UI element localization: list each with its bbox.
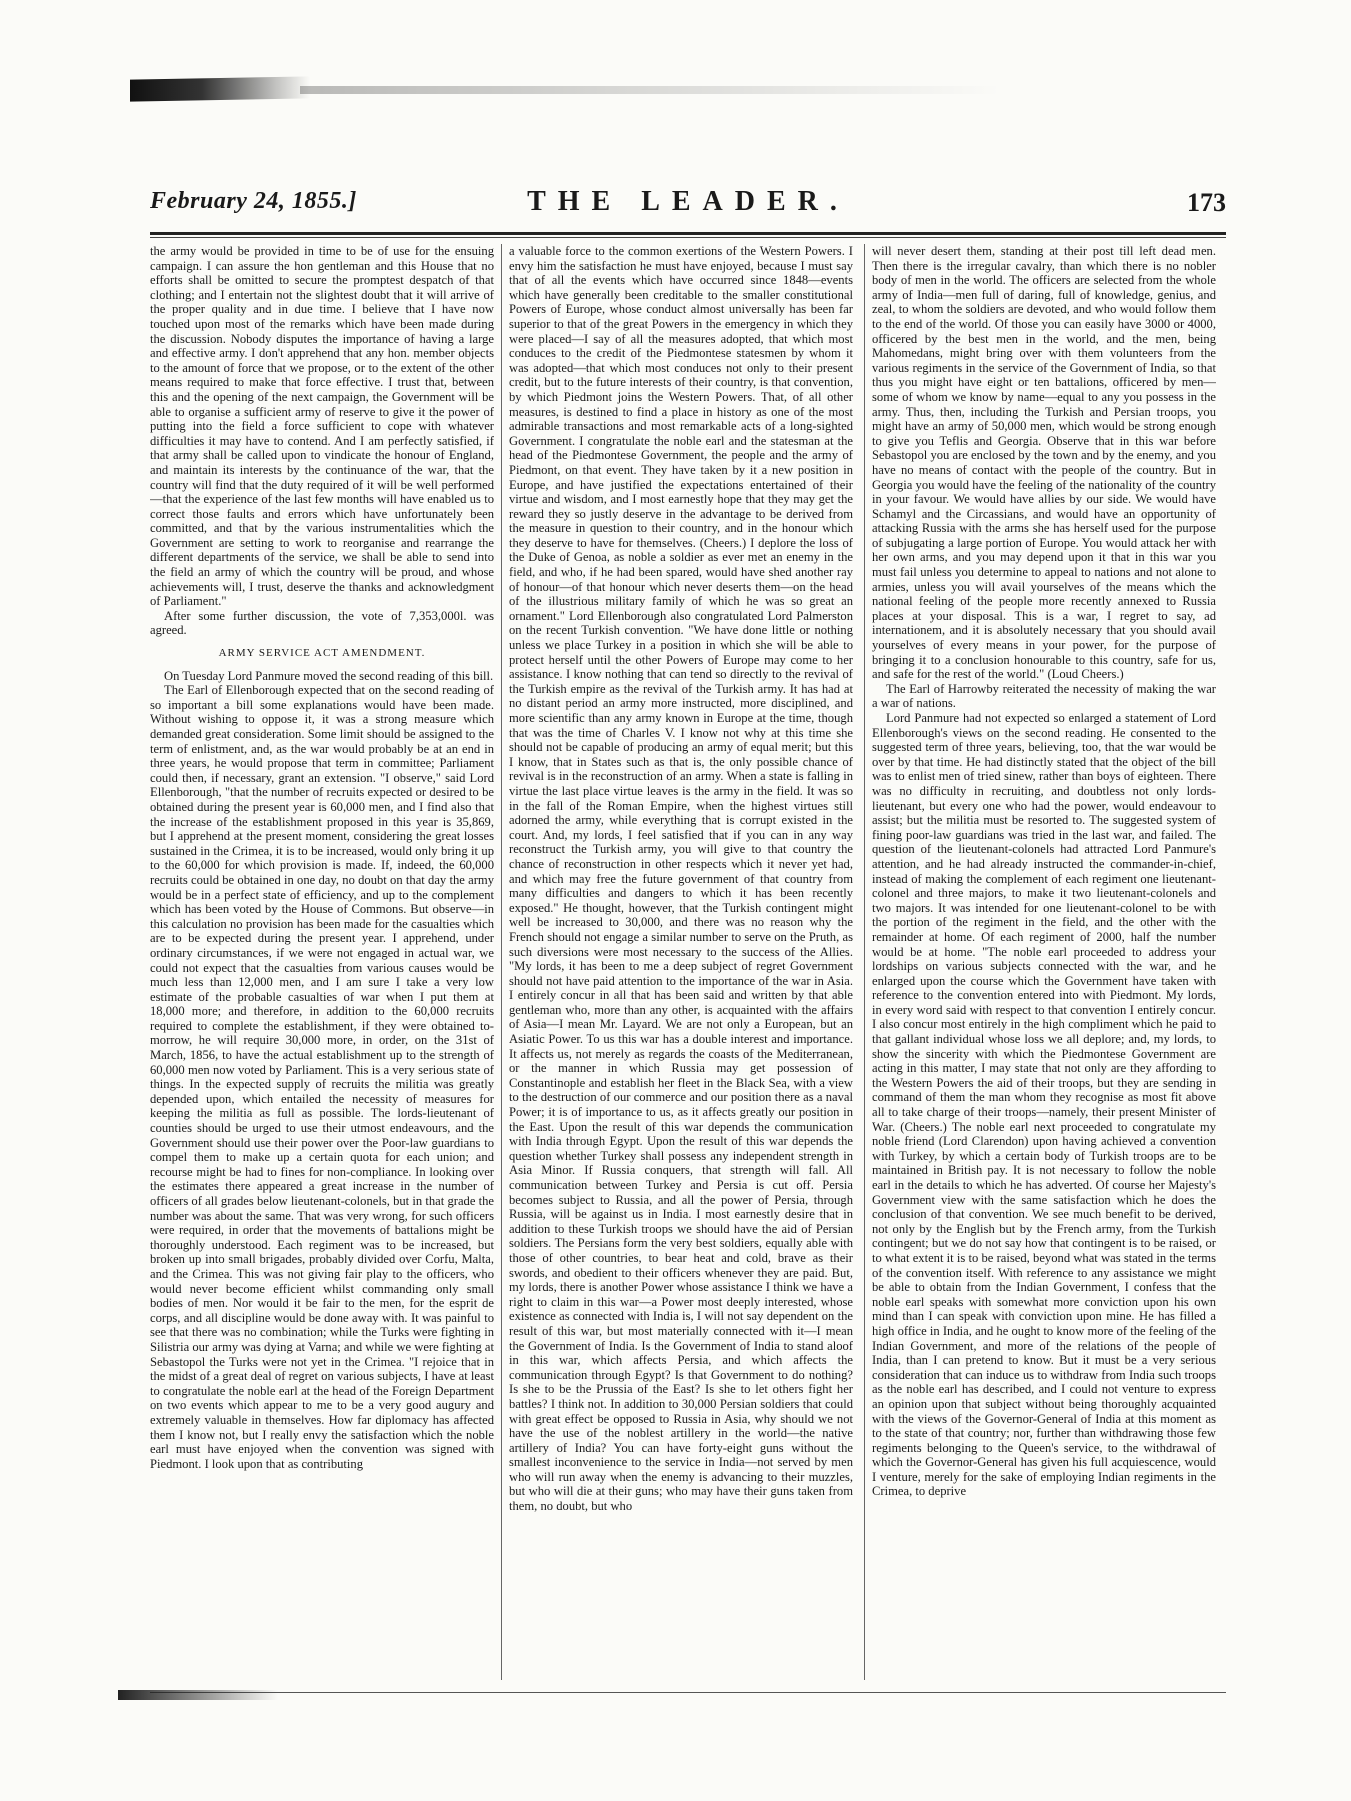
column-divider xyxy=(864,244,865,1680)
paragraph: The Earl of Ellenborough expected that on the second reading of so important a bill some explanations would have been made. Without wishing to oppose it, it was a strong measure which demanded great consideration. Some limit should be assigned to the term of enlistment, and, as the war would probably be at an end in three years, he would propose that term in committee; Parliament could then, if necessary, grant an extension. "I observe," said Lord Ellenborough, "that the number of recruits expected or desired to be obtained during the present year is 60,000 men, and I find also that the increase of the establishment proposed in this year is 35,869, but I apprehend at the present moment, considering the great losses sustained in the Crimea, it is to be increased, would only bring it up to the 60,000 for which provision is made. If, indeed, the 60,000 recruits could be obtained in one day, no doubt on that day the army would be in a perfect state of efficiency, and up to the complement which has been voted by the House of Commons. But observe—in this calculation no provision has been made for the casualties which are to be expected during the present year. I apprehend, under ordinary circumstances, if we were not engaged in actual war, we could not expect that the casualties from various causes would be much less than 12,000 men, and I am sure I take a very low estimate of the probable casualties of war when I put them at 18,000 more; and therefore, in addition to the 60,000 recruits required to complete the establishment, if they were obtained to-morrow, he will require 30,000 more, in order, on the 31st of March, 1856, to have the actual establishment up to the strength of 60,000 men now voted by Parliament. This is a very serious state of things. In the expected supply of recruits the militia was greatly depended upon, which entailed the necessity of measures for keeping the militia as full as possible. The lords-lieutenant of counties should be urged to use their utmost endeavours, and the Government should use their power over the Poor-law guardians to compel them to make up a certain quota for each union; and recourse might be had to fines for non-compliance. In looking over the estimates there appeared a great increase in the number of officers of all grades below lieutenant-colonels, but in that grade the number was about the same. That was very wrong, for such officers were required, in order that the movements of battalions might be thoroughly understood. Each regiment was to be increased, but broken up into small brigades, probably divided over Corfu, Malta, and the Crimea. This was not giving fair play to the officers, who would never become efficient whilst commanding only small bodies of men. Nor would it be fair to the men, for the esprit de corps, and all discipline would be done away with. It was painful to see that there was no combination; while the Turks were fighting in Silistria our army was dying at Varna; and while we were fighting at Sebastopol the Turks were not yet in the Crimea. "I rejoice that in the midst of a great deal of regret on various subjects, I have at least to congratulate the noble earl at the head of the Foreign Department on two events which appear to me to be a very good augury and extremely valuable in themselves. How far diplomacy has affected them I know not, but I really envy the satisfaction which the noble earl must have enjoyed when the convention was signed with Piedmont. I look upon that as contributing xyxy=(150,683,494,1471)
paragraph: the army would be provided in time to be of use for the ensuing campaign. I can assure the hon gentleman and this House that no efforts shall be omitted to secure the promptest despatch of that clothing; and I entertain not the slightest doubt that it will arrive of the proper quality and in due time. I believe that I have now touched upon most of the remarks which have been made during the discussion. Nobody disputes the importance of having a large and effective army. I don't apprehend that any hon. member objects to the amount of force that we propose, or to the extent of the other means required to make that force effective. I trust that, between this and the opening of the next campaign, the Government will be able to organise a sufficient army of reserve to give it the power of putting into the field a force sufficient to cope with whatever difficulties it may have to contend. And I am perfectly satisfied, if that army shall be called upon to vindicate the honour of England, and maintain its interests by the continuance of the war, that the country will find that the duty required of it will be well performed—that the experience of the last few months will have enabled us to correct those faults and errors which have unfortunately been committed, and that by the various instrumentalities which the Government are setting to work to reorganise and rearrange the different departments of the service, we shall be able to send into the field an army of which the country will be proud, and whose achievements will, I trust, deserve the thanks and acknowledgment of Parliament." xyxy=(150,244,494,609)
paragraph: a valuable force to the common exertions of the Western Powers. I envy him the satisfaction he must have enjoyed, because I must say that of all the events which have occurred since 1848—events which have generally been creditable to the smaller constitutional Powers of Europe, whose conduct almost universally has been far superior to that of the great Powers in the emergency in which they were placed—I say of all the measures adopted, that which most conduces to the credit of the Piedmontese statesmen by whom it was adopted—that which most conduces not only to their present credit, but to the future interests of their country, is that convention, by which Piedmont joins the Western Powers. That, of all other measures, is destined to find a place in history as one of the most admirable transactions and most remarkable acts of a long-sighted Government. I congratulate the noble earl and the statesman at the head of the Piedmontese Government, the people and the army of Piedmont, on that event. They have taken by it a new position in Europe, and have justified the expectations entertained of their virtue and wisdom, and I most earnestly hope that they may get the reward they so justly deserve in the advantage to be derived from the measure in question to their country, and in the honour which they deserve to have for themselves. (Cheers.) I deplore the loss of the Duke of Genoa, as noble a soldier as ever met an enemy in the field, and who, if he had been spared, would have shed another ray of honour—of that honour which never deserts them—on the head of the illustrious military family of which he was so great an ornament." Lord Ellenborough also congratulated Lord Palmerston on the recent Turkish convention. "We have done little or nothing unless we place Turkey in a position in which she will be able to protect herself until the other Powers of Europe may come to her assistance. I know nothing that can tend so directly to the revival of the Turkish empire as the revival of the Turkish army. It has had at no distant period an army more instructed, more disciplined, and more scientific than any army known in Europe at the time, though that was the time of Charles V. I know not why at this time she should not be capable of producing an army of equal merit; but this I know, that in States such as that is, the only possible chance of revival is in the reconstruction of an army. When a state is falling in virtue the last place virtue leaves is the army in the field. It was so in the fall of the Roman Empire, when the highest virtues still adorned the army, while everything that is corrupt existed in the court. And, my lords, I feel satisfied that if you can in any way reconstruct the Turkish army, you will give to that country the chance of reconstruction in other respects which it never yet had, and which may free the future government of that country from many difficulties and dangers to which it has been recently exposed." He thought, however, that the Turkish contingent might well be increased to 30,000, and there was no reason why the French should not engage a similar number to serve on the Pruth, as such diversions were most necessary to the success of the Allies. "My lords, it has been to me a deep subject of regret Government should not have paid attention to the importance of the war in Asia. I entirely concur in all that has been said and written by that able gentleman who, more than any other, is acquainted with the affairs of Asia—I mean Mr. Layard. We are not only a European, but an Asiatic Power. To us this war has a double interest and importance. It affects us, not merely as regards the coasts of the Mediterranean, or the manner in which Russia may get possession of Constantinople and establish her fleet in the Black Sea, with a view to the destruction of our commerce and our position there as a naval Power; it is of importance to us, as it affects greatly our position in the East. Upon the result of this war depends the communication with India through Egypt. Upon the result of this war depends the question whether Turkey shall possess any independent strength in Asia Minor. If Russia conquers, that strength will fall. All communication between Turkey and Persia is cut off. Persia becomes subject to Russia, and all the power of Persia, through Russia, will be against us in India. I most earnestly desire that in addition to these Turkish troops we should have the aid of Persian soldiers. The Persians form the very best soldiers, equally able with those of other countries, to bear heat and cold, brave as their swords, and obedient to their officers whenever they are paid. But, my lords, there is another Power whose assistance I think we have a right to claim in this war—a Power most deeply interested, whose existence as connected with India is, I will not say dependent on the result of this war, but most materially connected with it—I mean the Government of India. Is the Government of India to stand aloof in this war, which affects Persia, and which affects the communication through Egypt? Is that Government to do nothing? Is she to be the Prussia of the East? Is she to let others fight her battles? I think not. In addition to 30,000 Persian soldiers that could with great effect be opposed to Russia in Asia, why should we not have the use of the noblest artillery in the world—the native artillery of India? You can have forty-eight guns without the smallest inconvenience to the service in India—not served by men who will run away when the enemy is advancing to their muzzles, but who will die at their guns; who may have their guns taken from them, no doubt, but who xyxy=(509,244,853,1514)
text-column-middle xyxy=(509,244,853,1684)
scan-artifact-top-faint xyxy=(300,86,1000,94)
text-column-right xyxy=(872,244,1216,1684)
section-heading: ARMY SERVICE ACT AMENDMENT. xyxy=(218,647,426,660)
paragraph: After some further discussion, the vote of 7,353,000l. was agreed. xyxy=(150,608,494,638)
paragraph: The Earl of Harrowby reiterated the necessity of making the war a war of nations. xyxy=(872,681,1216,711)
paragraph: On Tuesday Lord Panmure moved the second reading of this bill. xyxy=(164,668,494,683)
newspaper-title: THE LEADER. xyxy=(527,186,849,217)
text-column-left xyxy=(150,244,494,1684)
footer-rule xyxy=(150,1692,1226,1693)
column-divider xyxy=(501,244,502,1680)
page-number: 173 xyxy=(1187,188,1226,217)
issue-date: February 24, 1855.] xyxy=(150,188,357,214)
paragraph: will never desert them, standing at their post till left dead men. Then there is the irregular cavalry, than which there is no nobler body of men in the world. The officers are selected from the whole army of India—men full of daring, full of knowledge, genius, and zeal, to whom the soldiers are devoted, and who would follow them to the end of the world. Of those you can easily have 3000 or 4000, officered by the best men in the world, and the men, being Mahomedans, might bring over with them volunteers from the various regiments in the service of the Government of India, so that thus you might have eight or ten battalions, officered by men—some of whom we know by name—equal to any you possess in the army. Thus, then, including the Turkish and Persian troops, you might have an army of 50,000 men, which would be strong enough to give you Teflis and Georgia. Observe that in this war before Sebastopol you are enclosed by the town and by the enemy, and you have no means of contact with the people of the country. But in Georgia you would have the feeling of the nationality of the country in your favour. We would have allies by our side. We would have Schamyl and the Circassians, and would have an opportunity of attacking Russia with the arms she has herself used for the purpose of subjugating a large portion of Europe. You would attack her with her own arms, and you may depend upon it that in this war you must fail unless you determine to appeal to nations and not alone to armies, unless you will avail yourselves of the means which the national feeling of the people more recently annexed to Russia places at your disposal. This is a war, I regret to say, ad internationem, and it is absolutely necessary that you should avail yourselves of every means in your power, for the purpose of bringing it to a conclusion honourable to this country, safe for us, and safe for the rest of the world." (Loud Cheers.) xyxy=(872,244,1216,682)
header-rule-thin xyxy=(150,237,1226,238)
scan-artifact-bottom xyxy=(118,1690,278,1700)
page-header xyxy=(150,186,1226,222)
scan-artifact-top xyxy=(130,76,310,101)
paragraph: Lord Panmure had not expected so enlarged a statement of Lord Ellenborough's views on the second reading. He consented to the suggested term of three years, believing, too, that the war would be over by that time. He had distinctly stated that the object of the bill was to enlist men of tried sinew, rather than boys of eighteen. There was no difficulty in recruiting, and doubtless not only lords-lieutenant, but every one who had the power, would endeavour to assist; but the militia must be resorted to. The suggested system of fining poor-law guardians was tried in the last war, and failed. The question of the lieutenant-colonels had attracted Lord Panmure's attention, and he had already instructed the commander-in-chief, instead of making the complement of each regiment one lieutenant-colonel and three majors, to make it two lieutenant-colonels and two majors. It was intended for one lieutenant-colonel to be with the portion of the regiment in the field, and the other with the remainder at home. Of each regiment of 2000, half the number would be at home. "The noble earl proceeded to address your lordships on various subjects connected with the war, and he enlarged upon the course which the Government have taken with reference to the convention entered into with Piedmont. My lords, in every word said with respect to that convention I entirely concur. I also concur most entirely in the high compliment which he paid to that gallant individual whose loss we all deplore; and, my lords, to show the sincerity with which the Piedmontese Government are acting in this matter, I may state that not only are they affording to the Western Powers the aid of their troops, but they are sending in command of them the man whom they recognise as most fit above all to take charge of their troops—namely, their present Minister of War. (Cheers.) The noble earl next proceeded to congratulate my noble friend (Lord Clarendon) upon having achieved a convention with Turkey, by which a certain body of Turkish troops are to be maintained in British pay. It is not necessary to follow the noble earl in the details to which he has adverted. Of course her Majesty's Government view with the same satisfaction which he does the conclusion of that convention. We see much benefit to be derived, not only by the English but by the French army, from the Turkish contingent; but we do not say how that contingent is to be raised, or to what extent it is to be raised, beyond what was stated in the terms of the convention itself. With reference to any assistance we might be able to obtain from the Indian Government, I confess that the noble earl speaks with somewhat more conviction upon his own mind than I can speak with conviction upon mine. He has filled a high office in India, and he ought to know more of the feeling of the Indian Government, and more of the relations of the people of India, than I can pretend to know. But it must be a very serious consideration that can induce us to withdraw from India such troops as the noble earl has described, and I could not venture to express an opinion upon that subject without being thoroughly acquainted with the views of the Governor-General of India at this moment as to the state of that country; nor, further than withdrawing those few regiments belonging to the Queen's service, to the withdrawal of which the Governor-General has given his full acquiescence, would I venture, merely for the sake of employing Indian regiments in the Crimea, to deprive xyxy=(872,711,1216,1499)
header-rule-thick xyxy=(150,232,1226,235)
